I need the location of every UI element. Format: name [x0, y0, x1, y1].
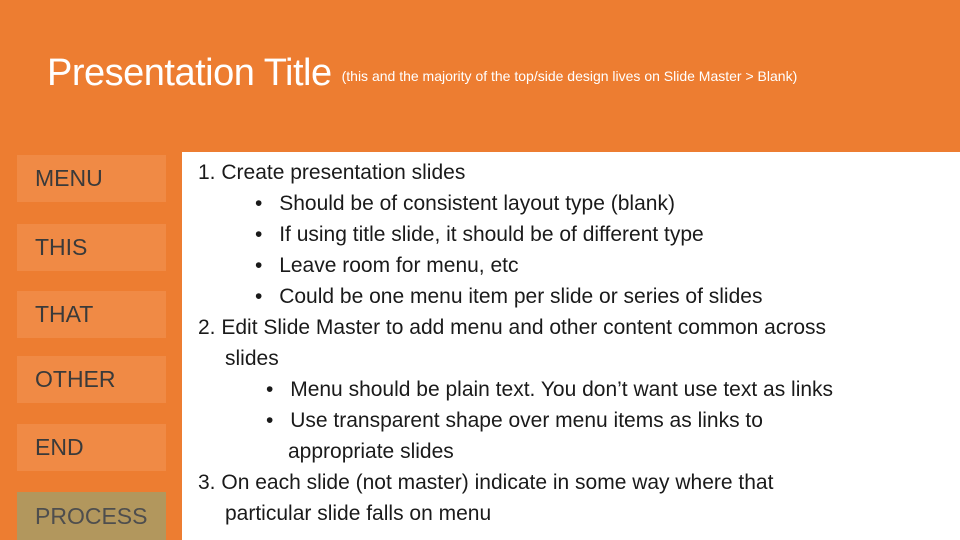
menu-item-process[interactable]	[17, 492, 166, 540]
list-text: Create presentation slides	[221, 161, 466, 184]
bullet-text: Should be of consistent layout type (blank)	[279, 192, 675, 215]
menu-item-other[interactable]	[17, 356, 166, 403]
list-item	[198, 467, 773, 498]
sub-bullet	[255, 219, 704, 250]
bullet-glyph: •	[255, 223, 263, 246]
sub-bullet	[266, 374, 833, 405]
sub-bullet	[255, 250, 519, 281]
list-item	[198, 312, 826, 343]
menu-item-label: OTHER	[35, 366, 116, 392]
presentation-title: Presentation Title	[47, 52, 332, 94]
bullet-glyph: •	[266, 378, 274, 401]
menu-item-label: END	[35, 434, 84, 460]
list-text-continuation: particular slide falls on menu	[225, 502, 492, 525]
list-item	[198, 157, 465, 188]
sub-bullet	[255, 281, 762, 312]
slide-title	[47, 52, 797, 95]
menu-item-label: PROCESS	[35, 502, 148, 529]
menu-item-end[interactable]	[17, 424, 166, 471]
list-text: On each slide (not master) indicate in some way where that	[221, 471, 774, 494]
bullet-text: Use transparent shape over menu items as links to	[290, 409, 763, 432]
bullet-text: If using title slide, it should be of different type	[279, 223, 704, 246]
bullet-text-continuation: appropriate slides	[288, 440, 454, 463]
bullet-glyph: •	[255, 254, 263, 277]
list-text-continuation: slides	[225, 347, 279, 370]
bullet-glyph: •	[266, 409, 274, 432]
bullet-text: Menu should be plain text. You don’t want use text as links	[290, 378, 834, 401]
list-number: 3.	[198, 471, 216, 494]
bullet-text: Could be one menu item per slide or series of slides	[279, 285, 763, 308]
bullet-glyph: •	[255, 192, 263, 215]
list-text: Edit Slide Master to add menu and other content common across	[221, 316, 827, 339]
menu-item-label: THIS	[35, 234, 88, 260]
bullet-glyph: •	[255, 285, 263, 308]
bullet-text: Leave room for menu, etc	[279, 254, 519, 277]
list-number: 2.	[198, 316, 216, 339]
content-panel	[182, 152, 960, 540]
title-note: (this and the majority of the top/side design lives on Slide Master > Blank)	[341, 68, 798, 84]
list-number: 1.	[198, 161, 216, 184]
sub-bullet	[255, 188, 675, 219]
menu-item-this[interactable]	[17, 224, 166, 271]
menu-item-label: THAT	[35, 301, 94, 327]
menu-item-menu[interactable]	[17, 155, 166, 202]
menu-item-label: MENU	[35, 165, 103, 191]
menu-item-that[interactable]	[17, 291, 166, 338]
sub-bullet	[266, 405, 763, 436]
